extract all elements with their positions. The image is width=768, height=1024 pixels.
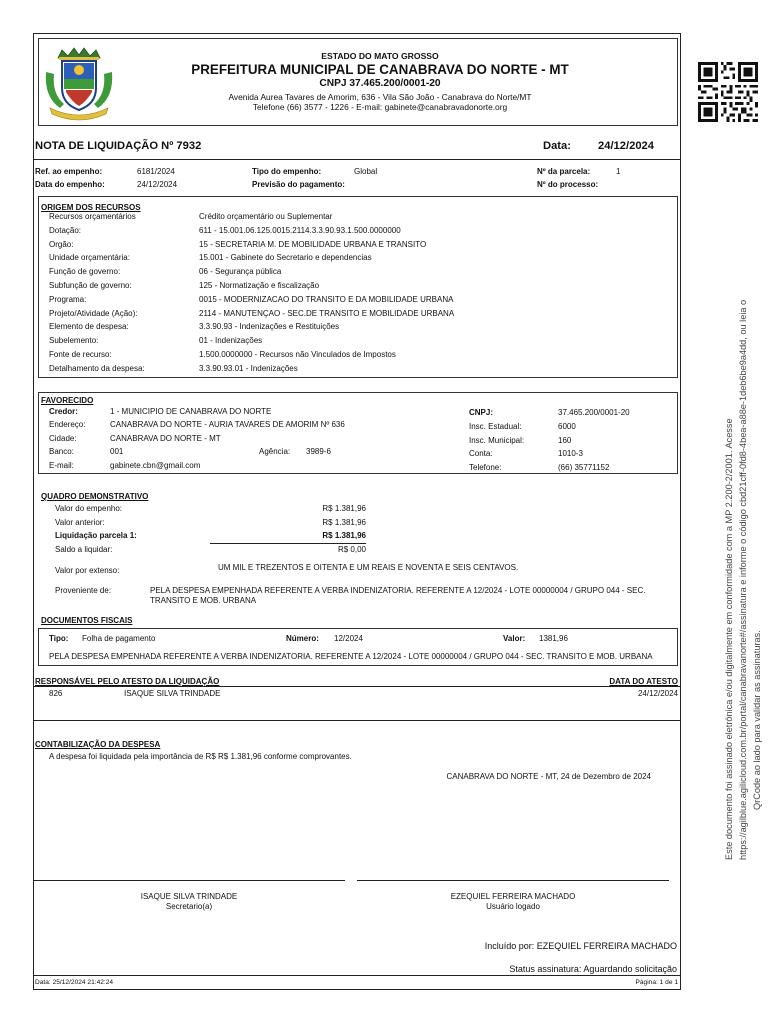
- quadro-row-value: R$ 0,00: [337, 544, 366, 554]
- origem-row-value: 3.3.90.93.01 - Indenizações: [199, 363, 298, 373]
- atesto-code: 826: [49, 689, 63, 698]
- extenso-label: Valor por extenso:: [55, 566, 120, 575]
- credor-value: 1 - MUNICIPIO DE CANABRAVA DO NORTE: [110, 407, 272, 416]
- parcela-value: 1: [616, 167, 621, 176]
- origem-row-value: 1.500.0000000 - Recursos não Vinculados de Impostos: [199, 350, 396, 359]
- origem-row-label: Unidade orçamentária:: [49, 253, 130, 263]
- quadro-row-value: R$ 1.381,96: [322, 531, 366, 541]
- quadro-row-label: Saldo a liquidar:: [55, 544, 113, 554]
- doc-tipo-value: Folha de pagamento: [82, 634, 156, 643]
- quadro-row-label: Valor anterior:: [55, 517, 105, 527]
- ref-empenho-value: 6181/2024: [137, 167, 175, 176]
- doc-valor-value: 1381,96: [539, 634, 568, 643]
- origem-row-label: Subfunção de governo:: [49, 281, 132, 290]
- data-empenho-label: Data do empenho:: [35, 180, 105, 189]
- header-contact: Telefone (66) 3577 - 1226 - E-mail: gabinete@canabravadonorte.org: [252, 102, 508, 112]
- origem-row-label: Fonte de recurso:: [49, 350, 112, 359]
- origem-row-label: Orgão:: [49, 239, 74, 249]
- atesto-divider: [33, 686, 681, 687]
- origem-row-value: 06 - Segurança pública: [199, 267, 282, 277]
- cnpj-label: CNPJ:: [469, 408, 494, 417]
- origem-row-label: Projeto/Atividade (Ação):: [49, 308, 138, 318]
- footer-printed: Data: 25/12/2024 21:42:24: [35, 979, 114, 986]
- origem-row-value: 2114 - MANUTENÇAO - SEC.DE TRANSITO E MOBILIDADE URBANA: [199, 308, 455, 318]
- banco-label: Banco:: [49, 447, 74, 456]
- doc-numero-label: Número:: [286, 634, 319, 643]
- origem-title: ORIGEM DOS RECURSOS: [41, 203, 141, 212]
- contabilizacao-title: CONTABILIZAÇÃO DA DESPESA: [35, 740, 161, 749]
- doc-numero-value: 12/2024: [334, 634, 363, 643]
- signature-line-right: [357, 880, 669, 881]
- insc-municipal-value: 160: [558, 436, 572, 445]
- footer-page: Página: 1 de 1: [635, 979, 678, 986]
- origem-row-label: Detalhamento da despesa:: [49, 363, 145, 373]
- origem-row-value: 611 - 15.001.06.125.0015.2114.3.3.90.93.1.500.0000000: [199, 225, 401, 235]
- favorecido-title: FAVORECIDO: [41, 396, 94, 405]
- proveniente-value: PELA DESPESA EMPENHADA REFERENTE A VERBA INDENIZATORIA. REFERENTE A 12/2024 - LOTE 00000004 / GRUPO 044 - SEC. TRANSITO E MOB. URBANA: [150, 586, 646, 605]
- conta-value: 1010-3: [558, 449, 583, 458]
- atesto-date: 24/12/2024: [637, 689, 678, 698]
- quadro-row-label: Valor do empenho:: [55, 504, 123, 513]
- origem-row-value: 15.001 - Gabinete do Secretario e dependencias: [199, 253, 372, 263]
- signature-right-role: Usuário logado: [486, 902, 540, 911]
- endereco-value: CANABRAVA DO NORTE - AURIA TAVARES DE AMORIM Nº 636: [110, 420, 345, 429]
- signature-status: Status assinatura: Aguardando solicitação: [509, 964, 677, 974]
- banco-value: 001: [110, 447, 124, 456]
- origem-row-value: 01 - Indenizações: [199, 336, 263, 346]
- note-date-value: 24/12/2024: [598, 140, 654, 152]
- side-validation-notice: [722, 300, 764, 860]
- origem-row-value: Crédito orçamentário ou Suplementar: [199, 212, 333, 221]
- doc-tipo-label: Tipo:: [49, 634, 69, 643]
- header-address: Avenida Aurea Tavares de Amorim, 636 - Vila São João - Canabrava do Norte/MT: [228, 92, 532, 102]
- origem-row-label: Dotação:: [49, 225, 82, 235]
- insc-estadual-label: Insc. Estadual:: [469, 422, 522, 431]
- extenso-value: UM MIL E TREZENTOS E OITENTA E UM REAIS E NOVENTA E SEIS CENTAVOS.: [218, 563, 519, 572]
- origem-row-label: Recursos orçamentários: [49, 212, 136, 221]
- origem-row-value: 3.3.90.93 - Indenizações e Restituições: [199, 322, 340, 332]
- endereco-label: Endereço:: [49, 420, 86, 429]
- signature-right-name: EZEQUIEL FERREIRA MACHADO: [450, 892, 576, 901]
- signature-left-role: Secretario(a): [165, 902, 213, 911]
- origem-row-label: Função de governo:: [49, 267, 121, 277]
- insc-municipal-label: Insc. Municipal:: [469, 436, 525, 445]
- atesto-bottom-divider: [33, 720, 681, 721]
- quadro-row-value: R$ 1.381,96: [322, 517, 366, 527]
- municipal-coat-of-arms-icon: [40, 42, 118, 122]
- quadro-row-label: Liquidação parcela 1:: [55, 531, 137, 541]
- side-notice-line-1: Este documento foi assinado eletrônica e/ou digitalmente em conformidade com a MP 2.200-2/2001. Acesse: [724, 418, 734, 860]
- header-state: ESTADO DO MATO GROSSO: [321, 51, 439, 61]
- previsao-label: Previsão do pagamento:: [252, 180, 345, 189]
- doc-valor-label: Valor:: [503, 634, 526, 643]
- cnpj-value: 37.465.200/0001-20: [558, 408, 630, 417]
- proveniente-label: Proveniente de:: [55, 586, 112, 595]
- side-notice-line-2[interactable]: https://agilblue.agilicloud.com.br/portal/canabravanorte#/assinatura e informe o código cbd21cff-0fd8-4bea-a88e-1deb6be9a4dd, ou leia o: [738, 299, 748, 860]
- agencia-label: Agência:: [259, 447, 291, 456]
- tipo-empenho-value: Global: [354, 167, 378, 176]
- header-cnpj: CNPJ 37.465.200/0001-20: [319, 78, 441, 89]
- email-label: E-mail:: [49, 461, 74, 470]
- note-title: NOTA DE LIQUIDAÇÃO Nº 7932: [35, 140, 202, 152]
- origem-row-value: 125 - Normatização e fiscalização: [199, 281, 320, 290]
- parcela-label: Nº da parcela:: [537, 167, 591, 176]
- signature-left-name: ISAQUE SILVA TRINDADE: [140, 892, 238, 901]
- contabilizacao-place-date: CANABRAVA DO NORTE - MT, 24 de Dezembro de 2024: [446, 772, 651, 781]
- insc-estadual-value: 6000: [558, 422, 576, 431]
- cidade-label: Cidade:: [49, 434, 77, 443]
- origem-row-value: 0015 - MODERNIZACAO DO TRANSITO E DA MOBILIDADE URBANA: [199, 294, 454, 304]
- conta-label: Conta:: [469, 449, 493, 458]
- email-value: gabinete.cbn@gmail.com: [110, 461, 201, 470]
- credor-label: Credor:: [49, 407, 78, 416]
- note-date-label: Data:: [543, 140, 571, 152]
- telefone-label: Telefone:: [469, 463, 502, 472]
- atesto-date-title: DATA DO ATESTO: [609, 677, 678, 686]
- ref-empenho-label: Ref. ao empenho:: [35, 167, 103, 176]
- contabilizacao-text: A despesa foi liquidada pela importância de R$ R$ 1.381,96 conforme comprovantes.: [49, 752, 352, 761]
- tipo-empenho-label: Tipo do empenho:: [252, 167, 322, 176]
- origem-row-label: Subelemento:: [49, 336, 99, 346]
- telefone-value: (66) 35771152: [558, 463, 610, 472]
- processo-label: Nº do processo:: [537, 180, 599, 189]
- cidade-value: CANABRAVA DO NORTE - MT: [110, 434, 221, 443]
- quadro-row-value: R$ 1.381,96: [322, 504, 366, 513]
- quadro-total-line: [210, 543, 366, 544]
- title-divider: [33, 159, 681, 160]
- qr-code-icon: [698, 62, 758, 122]
- footer-divider: [33, 975, 681, 976]
- quadro-title: QUADRO DEMONSTRATIVO: [41, 492, 149, 501]
- origem-row-label: Programa:: [49, 294, 87, 304]
- agencia-value: 3989-6: [306, 447, 331, 456]
- origem-row-value: 15 - SECRETARIA M. DE MOBILIDADE URBANA E TRANSITO: [199, 239, 427, 249]
- header-entity: PREFEITURA MUNICIPAL DE CANABRAVA DO NORTE - MT: [191, 62, 569, 77]
- atesto-title: RESPONSÁVEL PELO ATESTO DA LIQUIDAÇÃO: [35, 677, 220, 686]
- doc-descricao: PELA DESPESA EMPENHADA REFERENTE A VERBA INDENIZATORIA. REFERENTE A 12/2024 - LOTE 00000004 / GRUPO 044 - SEC. TRANSITO E MOB. URBANA: [49, 652, 653, 661]
- origem-row-label: Elemento de despesa:: [49, 322, 129, 332]
- data-empenho-value: 24/12/2024: [137, 180, 178, 189]
- documentos-title: DOCUMENTOS FISCAIS: [41, 616, 133, 625]
- side-notice-line-3: QrCode ao lado para validar as assinaturas.: [752, 630, 762, 810]
- signature-line-left: [33, 880, 345, 881]
- atesto-name: ISAQUE SILVA TRINDADE: [124, 689, 221, 698]
- included-by: Incluído por: EZEQUIEL FERREIRA MACHADO: [484, 941, 677, 951]
